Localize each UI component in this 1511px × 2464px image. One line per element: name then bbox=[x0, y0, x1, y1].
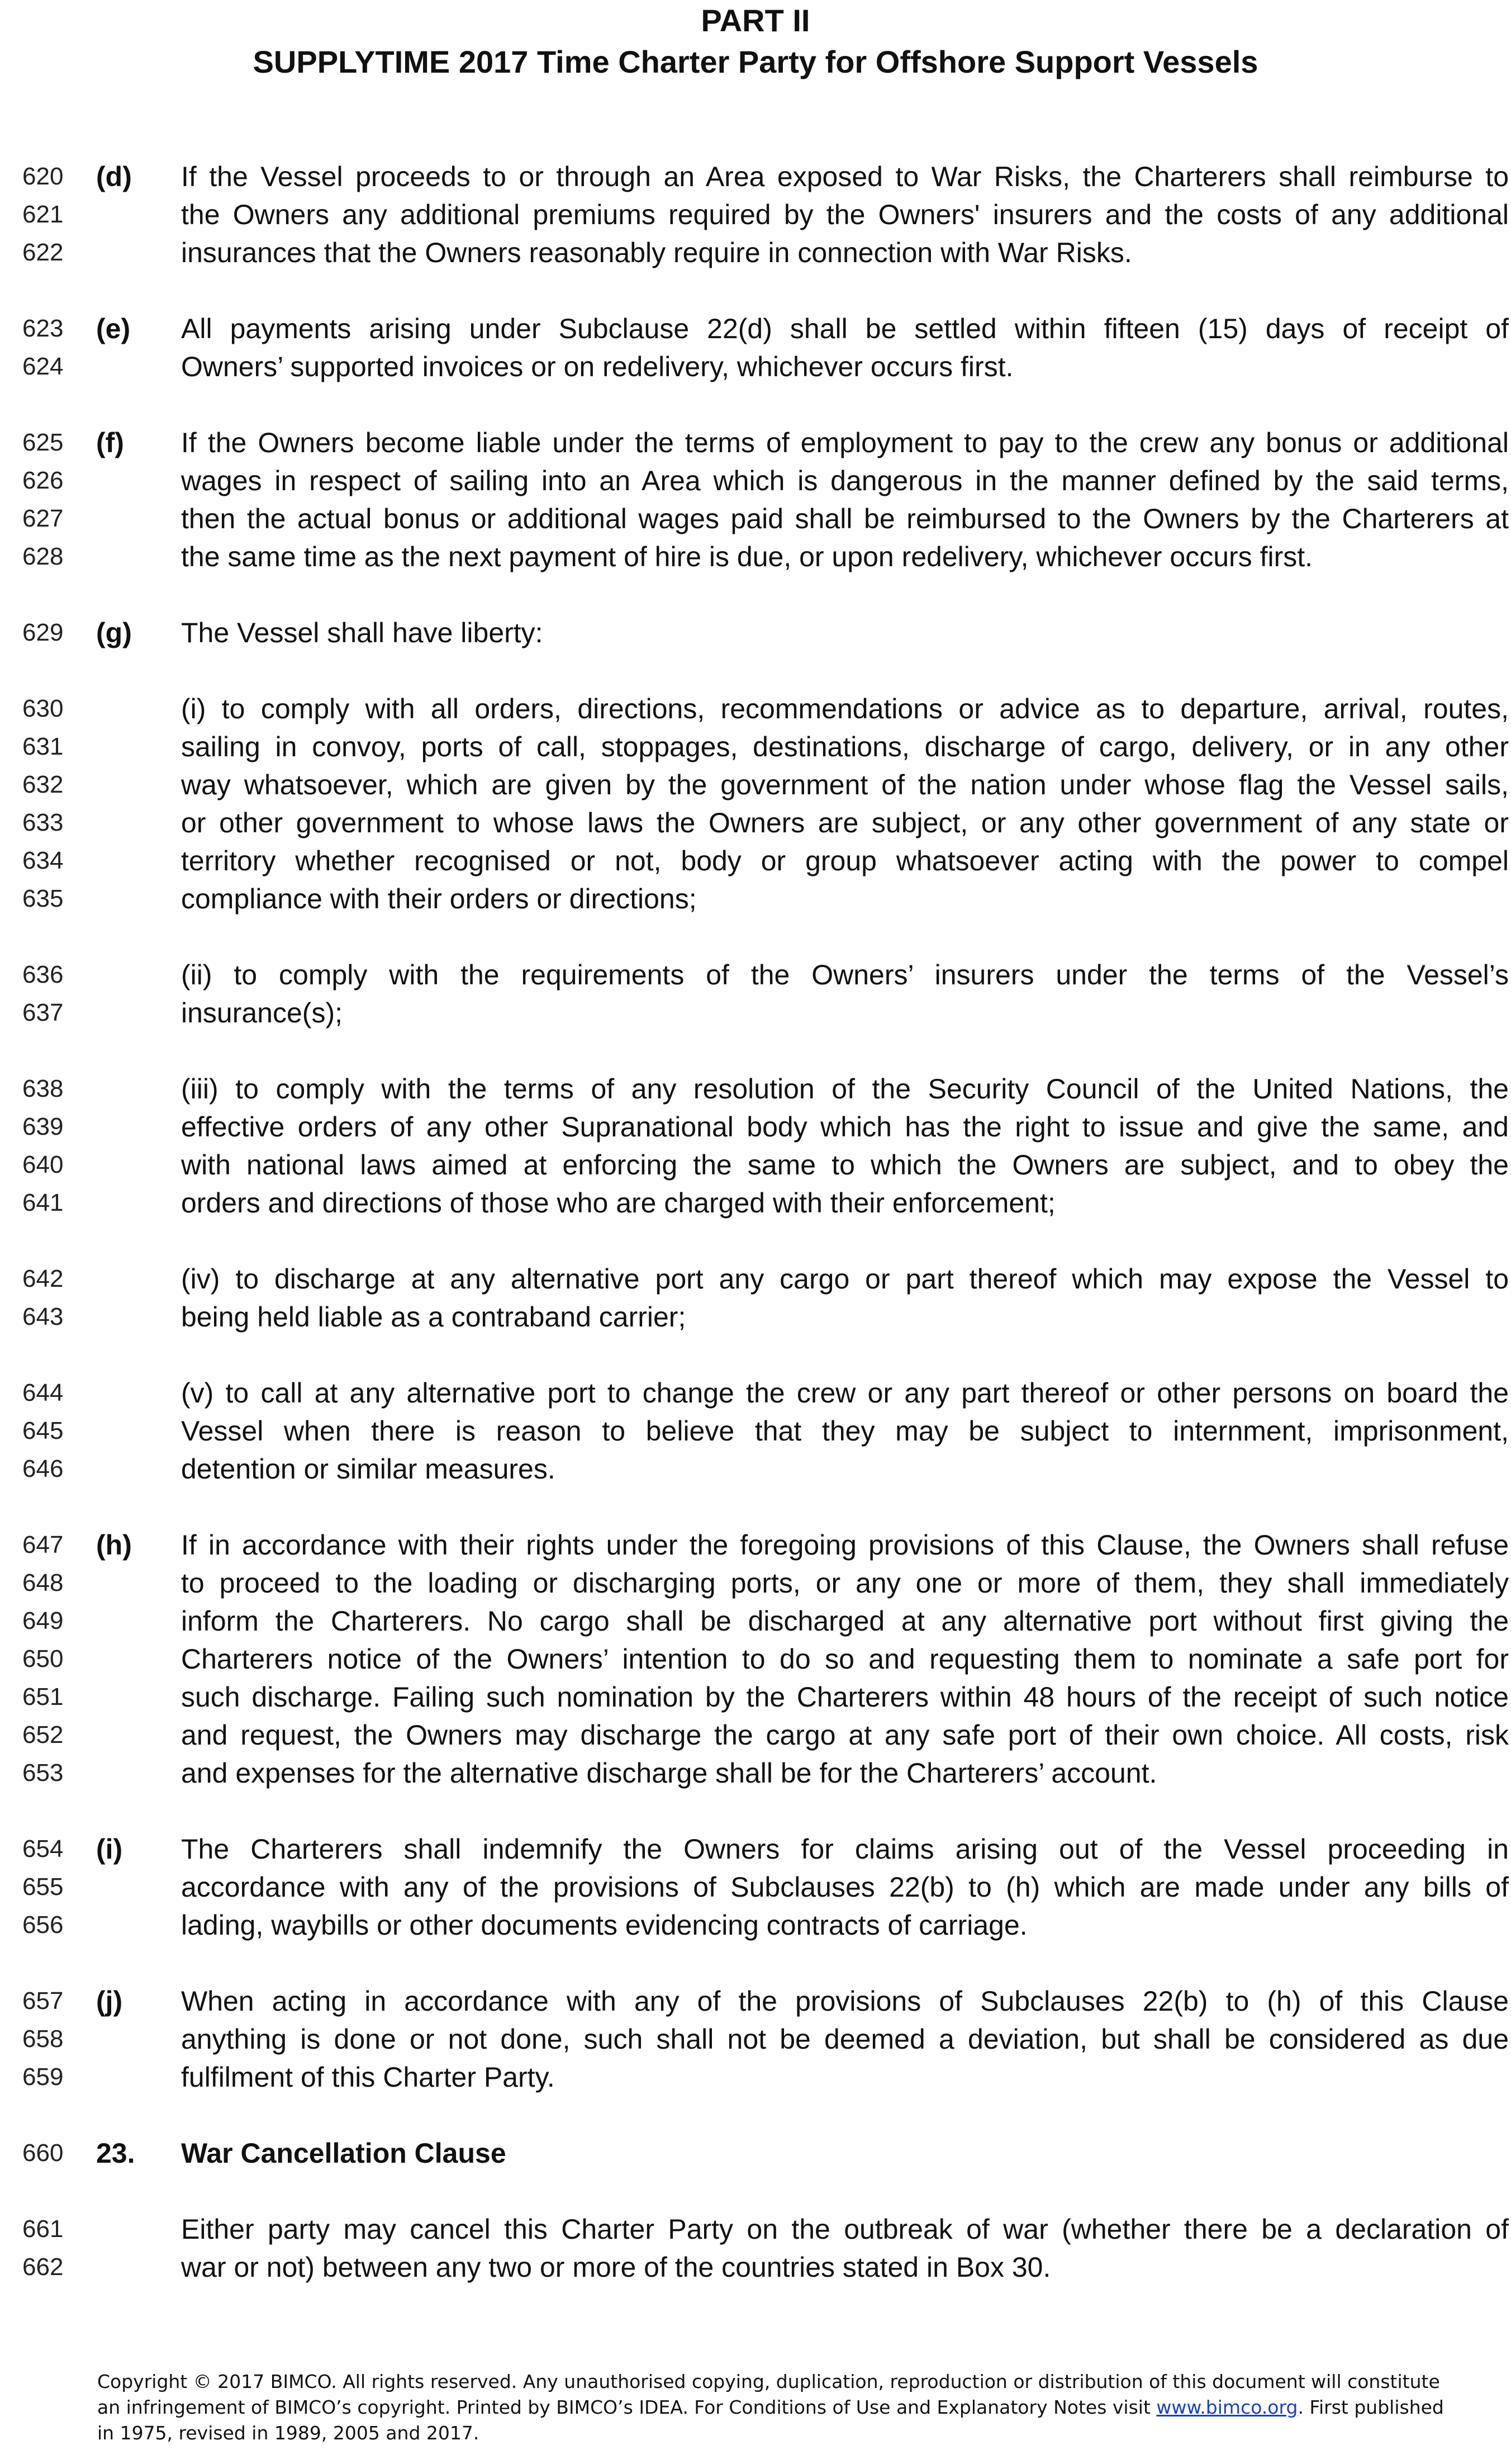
bimco-website-link[interactable]: www.bimco.org bbox=[1156, 2396, 1298, 2418]
line-number: 635 bbox=[22, 885, 64, 912]
clause-text: lading, waybills or other documents evidencing contracts of carriage. bbox=[181, 1909, 1028, 1941]
clause-text: insurance(s); bbox=[181, 997, 343, 1029]
clause-text: (iii) to comply with the terms of any resolution of the Security Council of the United Nations, the bbox=[181, 1073, 1509, 1105]
clause-paragraph bbox=[0, 310, 1511, 386]
text-line bbox=[0, 690, 1511, 728]
clause-text: being held liable as a contraband carrier; bbox=[181, 1301, 686, 1333]
line-number: 630 bbox=[22, 695, 64, 722]
line-number: 639 bbox=[22, 1113, 64, 1140]
clause-text: All payments arising under Subclause 22(d) shall be settled within fifteen (15) days of receipt of bbox=[181, 313, 1509, 344]
subclause-marker: (i) bbox=[96, 1833, 123, 1865]
line-number: 632 bbox=[22, 771, 64, 798]
line-number: 634 bbox=[22, 847, 64, 874]
clause-paragraph bbox=[0, 956, 1511, 1032]
line-number: 627 bbox=[22, 505, 64, 532]
clause-text: effective orders of any other Supranational body which has the right to issue and give the same, and bbox=[181, 1111, 1509, 1143]
clause-text: wages in respect of sailing into an Area which is dangerous in the manner defined by the said terms, bbox=[181, 465, 1509, 496]
clause-text: Vessel when there is reason to believe that they may be subject to internment, imprisonment, bbox=[181, 1415, 1509, 1447]
subclause-marker: (g) bbox=[96, 617, 132, 648]
line-number: 651 bbox=[22, 1683, 64, 1710]
text-line bbox=[0, 1412, 1511, 1450]
clause-text: accordance with any of the provisions of Subclauses 22(b) to (h) which are made under any bills of bbox=[181, 1871, 1509, 1903]
clause-text: (iv) to discharge at any alternative port any cargo or part thereof which may expose the Vessel to bbox=[181, 1263, 1509, 1295]
line-number: 646 bbox=[22, 1455, 64, 1482]
clause-text: such discharge. Failing such nomination by the Charterers within 48 hours of the receipt of such notice bbox=[181, 1681, 1509, 1713]
text-line bbox=[0, 158, 1511, 196]
clause-text: detention or similar measures. bbox=[181, 1453, 555, 1485]
text-line bbox=[0, 424, 1511, 462]
text-line bbox=[0, 1374, 1511, 1412]
subclause-marker: (e) bbox=[96, 313, 131, 344]
text-line bbox=[0, 1868, 1511, 1906]
clause-text: war or not) between any two or more of the countries stated in Box 30. bbox=[181, 2252, 1051, 2283]
line-number: 659 bbox=[22, 2063, 64, 2091]
subclause-marker: (d) bbox=[96, 161, 132, 192]
text-line bbox=[0, 1830, 1511, 1868]
text-line bbox=[0, 2020, 1511, 2058]
text-line bbox=[0, 1564, 1511, 1602]
line-number: 640 bbox=[22, 1151, 64, 1178]
line-number: 626 bbox=[22, 467, 64, 494]
clause-text: If the Vessel proceeds to or through an Area exposed to War Risks, the Charterers shall reimburse to bbox=[181, 161, 1509, 192]
clause-text: fulfilment of this Charter Party. bbox=[181, 2062, 555, 2093]
line-number: 661 bbox=[22, 2215, 64, 2243]
line-number: 658 bbox=[22, 2025, 64, 2053]
text-line bbox=[0, 2058, 1511, 2096]
subclause-marker: (j) bbox=[96, 1986, 123, 2017]
text-line bbox=[0, 462, 1511, 500]
clause-text: If the Owners become liable under the terms of employment to pay to the crew any bonus or additional bbox=[181, 427, 1509, 458]
text-line bbox=[0, 538, 1511, 576]
clause-text: The Vessel shall have liberty: bbox=[181, 617, 543, 648]
clause-text: to proceed to the loading or discharging ports, or any one or more of them, they shall immediately bbox=[181, 1567, 1509, 1599]
clause-text: the same time as the next payment of hire is due, or upon redelivery, whichever occurs first. bbox=[181, 541, 1313, 572]
text-line bbox=[0, 728, 1511, 766]
document-title: SUPPLYTIME 2017 Time Charter Party for Offshore Support Vessels bbox=[253, 44, 1258, 79]
line-number: 631 bbox=[22, 733, 64, 760]
line-number: 633 bbox=[22, 809, 64, 836]
clause-text: If in accordance with their rights under the foregoing provisions of this Clause, the Owners shall refuse bbox=[181, 1529, 1509, 1561]
subclause-marker: (h) bbox=[96, 1529, 132, 1561]
text-line bbox=[0, 1146, 1511, 1184]
clause-text: territory whether recognised or not, body or group whatsoever acting with the power to compel bbox=[181, 845, 1509, 876]
clause-text: When acting in accordance with any of the provisions of Subclauses 22(b) to (h) of this Clause bbox=[181, 1986, 1509, 2017]
text-line bbox=[0, 1260, 1511, 1298]
line-number: 641 bbox=[22, 1189, 64, 1216]
text-line bbox=[0, 614, 1511, 652]
clause-heading-block bbox=[0, 2134, 1511, 2172]
text-line bbox=[0, 196, 1511, 234]
text-line bbox=[0, 1906, 1511, 1944]
text-line bbox=[0, 994, 1511, 1032]
line-number: 620 bbox=[22, 163, 64, 190]
line-number: 623 bbox=[22, 315, 64, 342]
clause-paragraph bbox=[0, 1070, 1511, 1222]
line-number: 653 bbox=[22, 1759, 64, 1787]
clause-paragraph bbox=[0, 2210, 1511, 2286]
clause-body bbox=[0, 158, 1511, 2324]
text-line bbox=[0, 500, 1511, 538]
text-line bbox=[0, 310, 1511, 348]
footer-line-2-tail: . First published bbox=[1298, 2396, 1444, 2418]
clause-text: compliance with their orders or directions; bbox=[181, 883, 697, 914]
line-number: 624 bbox=[22, 353, 64, 380]
footer-line-1: Copyright © 2017 BIMCO. All rights reserved. Any unauthorised copying, duplication, reproduction or distribution of this document will constitute bbox=[97, 2371, 1440, 2392]
footer-line-2-text: an infringement of BIMCO’s copyright. Printed by BIMCO’s IDEA. For Conditions of Use and Explanatory Notes visit bbox=[97, 2396, 1157, 2418]
line-number: 654 bbox=[22, 1835, 64, 1863]
line-number: 648 bbox=[22, 1569, 64, 1596]
line-number: 657 bbox=[22, 1987, 64, 2015]
line-number: 662 bbox=[22, 2253, 64, 2281]
line-number: 649 bbox=[22, 1607, 64, 1634]
text-line bbox=[0, 1678, 1511, 1716]
clause-text: inform the Charterers. No cargo shall be discharged at any alternative port without first giving the bbox=[181, 1605, 1509, 1637]
line-number: 625 bbox=[22, 429, 64, 456]
footer-line-2 bbox=[97, 2395, 1511, 2420]
clause-number: 23. bbox=[96, 2138, 135, 2169]
text-line bbox=[0, 2248, 1511, 2286]
line-number: 629 bbox=[22, 619, 64, 646]
clause-paragraph bbox=[0, 1526, 1511, 1792]
clause-text: and expenses for the alternative discharge shall be for the Charterers’ account. bbox=[181, 1757, 1157, 1789]
clause-paragraph bbox=[0, 1260, 1511, 1336]
text-line bbox=[0, 1754, 1511, 1792]
line-number: 647 bbox=[22, 1531, 64, 1558]
clause-paragraph bbox=[0, 614, 1511, 652]
line-number: 637 bbox=[22, 999, 64, 1026]
line-number: 660 bbox=[22, 2139, 64, 2167]
line-number: 636 bbox=[22, 961, 64, 988]
clause-paragraph bbox=[0, 1982, 1511, 2096]
text-line bbox=[0, 880, 1511, 918]
clause-text: or other government to whose laws the Owners are subject, or any other government of any state or bbox=[181, 807, 1509, 838]
text-line bbox=[0, 1298, 1511, 1336]
text-line bbox=[0, 2210, 1511, 2248]
copyright-footer bbox=[97, 2369, 1511, 2446]
clause-text: then the actual bonus or additional wages paid shall be reimbursed to the Owners by the Charterers at bbox=[181, 503, 1509, 534]
line-number: 622 bbox=[22, 239, 64, 266]
text-line bbox=[0, 842, 1511, 880]
clause-text: sailing in convoy, ports of call, stoppages, destinations, discharge of cargo, delivery, or in any other bbox=[181, 731, 1509, 762]
clause-text: way whatsoever, which are given by the government of the nation under whose flag the Vessel sails, bbox=[181, 769, 1509, 800]
line-number: 643 bbox=[22, 1303, 64, 1330]
line-number: 621 bbox=[22, 201, 64, 228]
clause-text: (i) to comply with all orders, directions, recommendations or advice as to departure, arrival, routes, bbox=[181, 693, 1509, 724]
line-number: 638 bbox=[22, 1075, 64, 1102]
clause-text: anything is done or not done, such shall not be deemed a deviation, but shall be considered as due bbox=[181, 2024, 1509, 2055]
line-number: 650 bbox=[22, 1645, 64, 1672]
clause-text: insurances that the Owners reasonably require in connection with War Risks. bbox=[181, 237, 1132, 268]
clause-text: orders and directions of those who are charged with their enforcement; bbox=[181, 1187, 1056, 1219]
clause-paragraph bbox=[0, 424, 1511, 576]
line-number: 645 bbox=[22, 1417, 64, 1444]
line-number: 655 bbox=[22, 1873, 64, 1901]
text-line bbox=[0, 1602, 1511, 1640]
text-line bbox=[0, 956, 1511, 994]
footer-line-3: in 1975, revised in 1989, 2005 and 2017. bbox=[97, 2422, 479, 2444]
clause-paragraph bbox=[0, 1374, 1511, 1488]
line-number: 652 bbox=[22, 1721, 64, 1749]
text-line bbox=[0, 1716, 1511, 1754]
line-number: 644 bbox=[22, 1379, 64, 1406]
text-line bbox=[0, 766, 1511, 804]
line-number: 642 bbox=[22, 1265, 64, 1292]
clause-paragraph bbox=[0, 1830, 1511, 1944]
clause-text: Either party may cancel this Charter Party on the outbreak of war (whether there be a declaration of bbox=[181, 2214, 1509, 2245]
text-line bbox=[0, 2134, 1511, 2172]
line-number: 628 bbox=[22, 543, 64, 570]
clause-text: The Charterers shall indemnify the Owners for claims arising out of the Vessel proceeding in bbox=[181, 1833, 1509, 1865]
clause-text: with national laws aimed at enforcing the same to which the Owners are subject, and to obey the bbox=[181, 1149, 1509, 1181]
clause-text: Owners’ supported invoices or on redelivery, whichever occurs first. bbox=[181, 351, 1014, 382]
text-line bbox=[0, 234, 1511, 272]
text-line bbox=[0, 804, 1511, 842]
text-line bbox=[0, 1526, 1511, 1564]
text-line bbox=[0, 1640, 1511, 1678]
clause-text: and request, the Owners may discharge the cargo at any safe port of their own choice. All costs, risk bbox=[181, 1719, 1509, 1751]
text-line bbox=[0, 1450, 1511, 1488]
clause-text: the Owners any additional premiums required by the Owners' insurers and the costs of any additional bbox=[181, 199, 1509, 230]
clause-text: Charterers notice of the Owners’ intention to do so and requesting them to nominate a safe port for bbox=[181, 1643, 1509, 1675]
clause-paragraph bbox=[0, 690, 1511, 918]
clause-title: War Cancellation Clause bbox=[181, 2138, 506, 2169]
clause-text: (v) to call at any alternative port to change the crew or any part thereof or other persons on board the bbox=[181, 1377, 1509, 1409]
clause-paragraph bbox=[0, 158, 1511, 272]
part-heading: PART II bbox=[701, 3, 810, 38]
text-line bbox=[0, 1070, 1511, 1108]
text-line bbox=[0, 1184, 1511, 1222]
text-line bbox=[0, 1982, 1511, 2020]
page-header bbox=[0, 0, 1511, 83]
clause-text: (ii) to comply with the requirements of the Owners’ insurers under the terms of the Vessel’s bbox=[181, 959, 1509, 991]
line-number: 656 bbox=[22, 1911, 64, 1939]
subclause-marker: (f) bbox=[96, 427, 124, 458]
text-line bbox=[0, 1108, 1511, 1146]
text-line bbox=[0, 348, 1511, 386]
